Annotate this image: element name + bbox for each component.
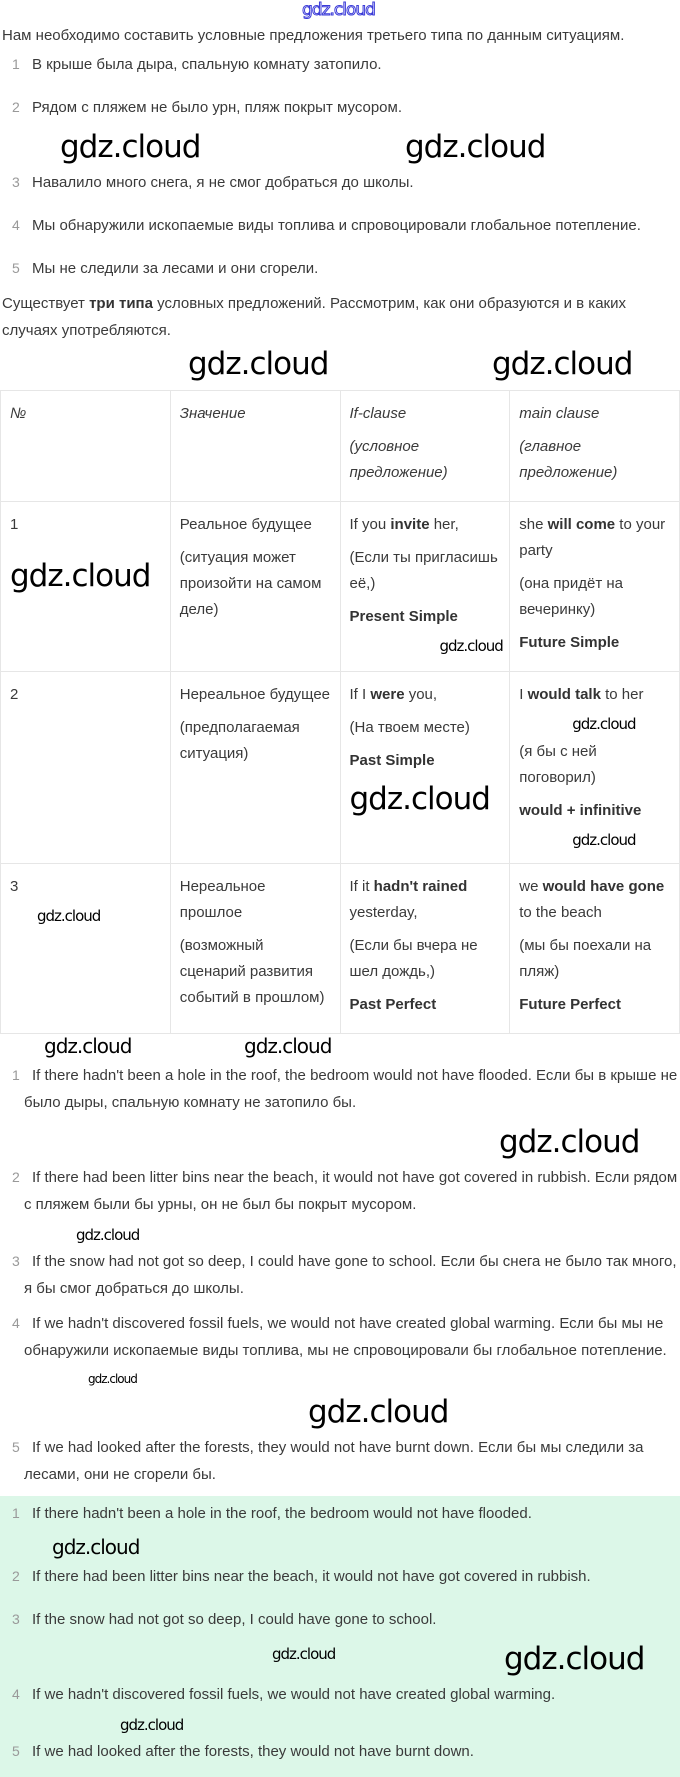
row-num: 3 <box>10 878 19 895</box>
row-num-cell <box>1 672 171 864</box>
if-post: her, <box>429 516 459 533</box>
main-translation: (мы бы поехали на пляж) <box>519 937 652 980</box>
explain-pre: Существует <box>2 295 90 312</box>
if-tense-label: Present Simple <box>349 608 458 625</box>
item-number: 2 <box>12 99 20 115</box>
item-number: 2 <box>12 1568 20 1584</box>
row-if-clause <box>340 672 510 864</box>
header-translation: (условное предложение) <box>349 438 448 481</box>
conditionals-table <box>0 390 680 1034</box>
watermark: gdz.cloud <box>188 346 329 382</box>
watermark-row <box>0 1034 680 1062</box>
if-tense-label: Past Simple <box>349 752 435 769</box>
if-post: yesterday, <box>349 904 418 921</box>
if-translation: (Если бы вчера не шел дождь,) <box>349 937 478 980</box>
situation-item <box>0 94 680 121</box>
watermark: gdz.cloud <box>272 1645 336 1663</box>
answer-translated-item <box>0 1434 680 1488</box>
watermark-row <box>0 1372 680 1394</box>
item-text: В крыше была дыра, спальную комнату затопило. <box>32 56 382 73</box>
answer-highlight-block <box>0 1496 680 1777</box>
item-text: Навалило много снега, я не смог добраться до школы. <box>32 174 414 191</box>
header-main-clause <box>510 391 680 502</box>
if-tense <box>350 748 502 774</box>
watermark: gdz.cloud <box>120 1716 184 1734</box>
item-text: If we hadn't discovered fossil fuels, we would not have created global warming. Если бы мы не обнаружили ископаемые виды топлива, мы не спровоцировали бы глобальное потепление. <box>24 1315 667 1359</box>
watermark: gdz.cloud <box>76 1226 140 1244</box>
main-tense-label: would + infinitive <box>519 802 642 819</box>
watermark: gdz.cloud <box>308 1394 449 1430</box>
main-bold: will come <box>547 516 616 533</box>
main-example <box>519 512 671 564</box>
situation-item <box>0 169 680 196</box>
watermark: gdz.cloud <box>504 1641 645 1677</box>
watermark-row <box>0 1124 680 1164</box>
main-translation: (я бы с ней поговорил) <box>519 743 597 786</box>
situation-item <box>0 255 680 282</box>
main-tense-label: Future Simple <box>519 634 620 651</box>
item-number: 2 <box>12 1169 20 1185</box>
header-translation: (главное предложение) <box>519 438 618 481</box>
row-num: 2 <box>10 686 19 703</box>
watermark: gdz.cloud <box>52 1535 140 1559</box>
header-num: № <box>1 391 171 502</box>
meaning-text: Нереальное прошлое <box>179 878 266 921</box>
item-number: 1 <box>12 1505 20 1521</box>
item-number: 4 <box>12 1686 20 1702</box>
if-tense <box>350 604 502 630</box>
watermark: gdz.cloud <box>44 1034 132 1058</box>
main-tense <box>519 992 671 1018</box>
explain-text <box>0 290 680 344</box>
row-if-clause <box>340 502 510 672</box>
watermark-row <box>0 1716 680 1738</box>
if-translation: (На твоем месте) <box>349 719 470 736</box>
answer-final-item <box>0 1606 680 1633</box>
if-pre: If you <box>349 516 391 533</box>
if-bold: were <box>370 686 405 703</box>
row-main-clause <box>510 864 680 1034</box>
item-number: 5 <box>12 1439 20 1455</box>
item-text: If there hadn't been a hole in the roof, the bedroom would not have flooded. <box>32 1505 532 1522</box>
watermark: gdz.cloud <box>572 715 636 733</box>
if-example <box>350 682 502 708</box>
item-text: If there had been litter bins near the beach, it would not have got covered in rubbish. <box>32 1568 591 1585</box>
item-number: 5 <box>12 1743 20 1759</box>
header-if-clause <box>340 391 510 502</box>
main-example <box>519 682 671 708</box>
item-number: 1 <box>12 56 20 72</box>
item-number: 3 <box>12 1611 20 1627</box>
row-num-cell <box>1 502 171 672</box>
watermark-row <box>0 1226 680 1248</box>
watermark-row <box>0 129 680 169</box>
meaning-note: (ситуация может произойти на самом деле) <box>179 549 322 618</box>
answer-translated-item <box>0 1164 680 1218</box>
main-pre: I <box>519 686 528 703</box>
if-post: you, <box>404 686 438 703</box>
item-text: Рядом с пляжем не было урн, пляж покрыт мусором. <box>32 99 402 116</box>
item-number: 1 <box>12 1067 20 1083</box>
watermark: gdz.cloud <box>349 781 490 817</box>
answer-translated-item <box>0 1248 680 1302</box>
if-tense <box>350 992 502 1018</box>
meaning-note: (возможный сценарий развития событий в прошлом) <box>179 937 325 1006</box>
main-translation: (она придёт на вечеринку) <box>519 575 623 618</box>
main-example <box>519 874 671 926</box>
meaning-text: Реальное будущее <box>179 516 312 533</box>
table-header-row <box>1 391 680 502</box>
if-example <box>350 512 502 538</box>
watermark: gdz.cloud <box>302 0 375 20</box>
item-text: If we hadn't discovered fossil fuels, we would not have created global warming. <box>32 1686 556 1703</box>
answer-translated-item <box>0 1310 680 1364</box>
row-num-cell <box>1 864 171 1034</box>
item-text: If the snow had not got so deep, I could have gone to school. <box>32 1611 437 1628</box>
table-row <box>1 502 680 672</box>
main-tense <box>519 798 671 824</box>
watermark: gdz.cloud <box>492 346 633 382</box>
item-number: 4 <box>12 217 20 233</box>
watermark: gdz.cloud <box>88 1372 137 1386</box>
if-tense-label: Past Perfect <box>349 996 437 1013</box>
answer-translated-item <box>0 1062 680 1116</box>
row-if-clause <box>340 864 510 1034</box>
watermark-row <box>0 1535 680 1563</box>
watermark: gdz.cloud <box>37 907 101 925</box>
situation-item <box>0 212 680 239</box>
header-meaning: Значение <box>170 391 340 502</box>
answer-final-item <box>0 1681 680 1708</box>
watermark: gdz.cloud <box>405 129 546 165</box>
meaning-note: (предполагаемая ситуация) <box>179 719 300 762</box>
if-pre: If it <box>349 878 374 895</box>
watermark: gdz.cloud <box>60 129 201 165</box>
answer-final-item <box>0 1563 680 1590</box>
row-num: 1 <box>10 516 19 533</box>
watermark-row <box>0 0 680 22</box>
if-bold: invite <box>390 516 430 533</box>
main-bold: would have gone <box>542 878 665 895</box>
main-post: to her <box>600 686 644 703</box>
if-example <box>350 874 502 926</box>
item-text: Мы обнаружили ископаемые виды топлива и спровоцировали глобальное потепление. <box>32 217 641 234</box>
main-post: to your party <box>519 516 666 559</box>
watermark: gdz.cloud <box>499 1124 640 1160</box>
main-tense <box>519 630 671 656</box>
row-main-clause <box>510 672 680 864</box>
if-pre: If I <box>349 686 371 703</box>
main-post: to the beach <box>519 904 602 921</box>
watermark: gdz.cloud <box>439 637 503 655</box>
item-number: 4 <box>12 1315 20 1331</box>
main-tense-label: Future Perfect <box>519 996 621 1013</box>
table-row <box>1 672 680 864</box>
item-number: 3 <box>12 174 20 190</box>
main-pre: she <box>519 516 548 533</box>
item-number: 3 <box>12 1253 20 1269</box>
if-bold: hadn't rained <box>373 878 468 895</box>
item-text: If there had been litter bins near the beach, it would not have got covered in rubbish. Если рядом с пляжем были бы урны, он не был бы покрыт мусором. <box>24 1169 678 1213</box>
item-text: If there hadn't been a hole in the roof, the bedroom would not have flooded. Если бы в крыше не было дыры, спальную комнату не затопило бы. <box>24 1067 678 1111</box>
watermark: gdz.cloud <box>572 831 636 849</box>
item-number: 5 <box>12 260 20 276</box>
item-text: Мы не следили за лесами и они сгорели. <box>32 260 319 277</box>
header-label: main clause <box>519 405 600 422</box>
row-meaning <box>170 672 340 864</box>
meaning-text: Нереальное будущее <box>179 686 331 703</box>
explain-bold: три типа <box>89 295 153 312</box>
row-meaning <box>170 864 340 1034</box>
main-pre: we <box>519 878 543 895</box>
intro-text: Нам необходимо составить условные предложения третьего типа по данным ситуациям. <box>2 27 625 44</box>
answer-final-item <box>0 1738 680 1765</box>
explain-post: условных предложений. Рассмотрим, как они образуются и в каких случаях употребляются. <box>2 295 626 339</box>
header-label: If-clause <box>349 405 407 422</box>
table-row <box>1 864 680 1034</box>
answer-final-item <box>0 1500 680 1527</box>
watermark-row <box>0 1641 680 1681</box>
watermark-row <box>0 1394 680 1434</box>
watermark: gdz.cloud <box>244 1034 332 1058</box>
watermark: gdz.cloud <box>10 558 151 594</box>
if-translation: (Если ты пригласишь её,) <box>349 549 498 592</box>
item-text: If we had looked after the forests, they would not have burnt down. Если бы мы следили за лесами, они не сгорели бы. <box>24 1439 644 1483</box>
item-text: If the snow had not got so deep, I could have gone to school. Если бы снега не было так много, я бы смог добраться до школы. <box>24 1253 677 1297</box>
row-meaning <box>170 502 340 672</box>
row-main-clause <box>510 502 680 672</box>
item-text: If we had looked after the forests, they would not have burnt down. <box>32 1743 474 1760</box>
main-bold: would talk <box>527 686 601 703</box>
watermark-row <box>0 346 680 386</box>
situation-item <box>0 51 680 78</box>
